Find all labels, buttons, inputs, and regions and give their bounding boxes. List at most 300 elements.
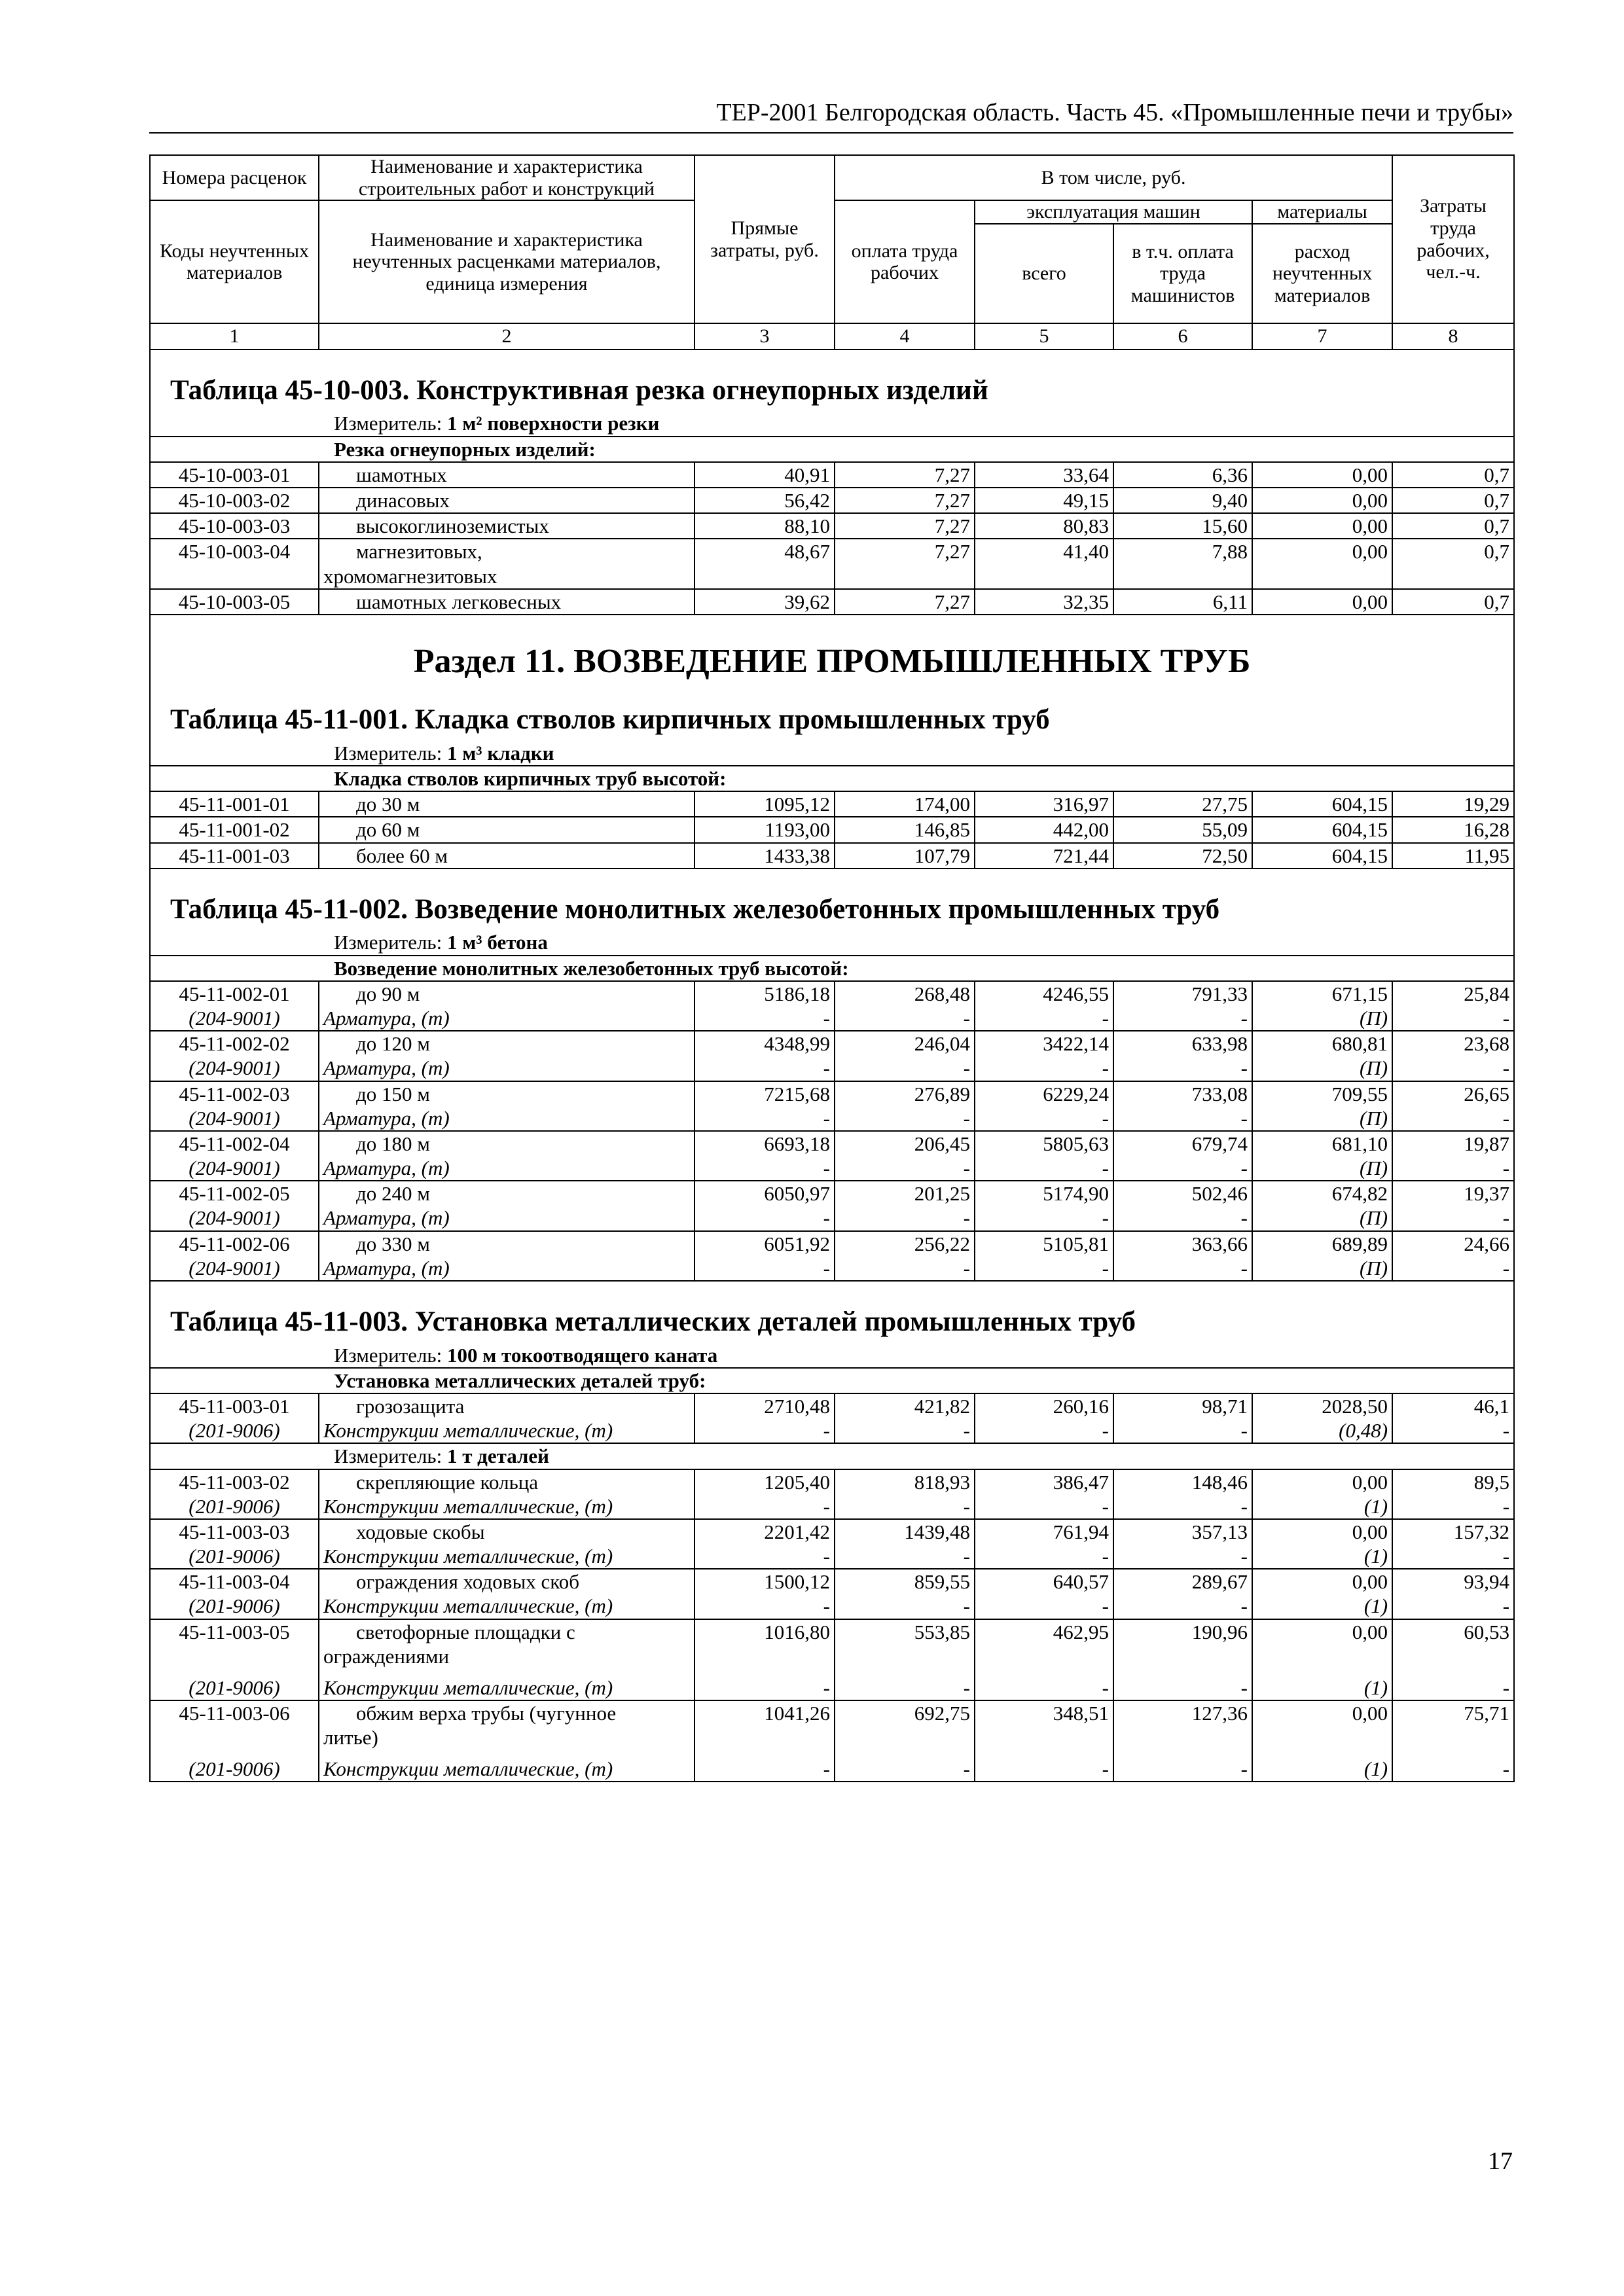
- value-cell: 462,95: [975, 1619, 1113, 1668]
- rate-code: 45-10-003-02: [150, 488, 319, 513]
- rate-code: 45-10-003-04: [150, 539, 319, 588]
- group-row: [150, 437, 1514, 462]
- value-cell: 16,28: [1392, 817, 1514, 842]
- measure-label: Измеритель:: [334, 1444, 442, 1468]
- rate-name-text: скрепляющие кольца: [356, 1470, 539, 1494]
- table-row: [150, 1469, 1514, 1494]
- table-row: [150, 1569, 1514, 1594]
- material-value: -: [835, 1544, 975, 1569]
- value-cell: 33,64: [975, 462, 1113, 488]
- value-cell: 1016,80: [695, 1619, 835, 1668]
- value-cell: 1205,40: [695, 1469, 835, 1494]
- col-number: 3: [695, 323, 835, 350]
- measure-row: [150, 411, 1514, 436]
- col-labor-pay: оплата труда рабочих: [835, 200, 975, 323]
- value-cell: 19,37: [1392, 1181, 1514, 1206]
- value-cell: 98,71: [1113, 1393, 1252, 1418]
- material-value: (П): [1252, 1006, 1392, 1031]
- section-title: Раздел 11. ВОЗВЕДЕНИЕ ПРОМЫШЛЕННЫХ ТРУБ: [150, 628, 1514, 692]
- material-value: -: [1392, 1494, 1514, 1519]
- rate-name-text: магнезитовых,: [356, 540, 482, 564]
- value-cell: 0,00: [1252, 1469, 1392, 1494]
- rate-name: [319, 817, 695, 842]
- rate-code: 45-11-002-01: [150, 981, 319, 1006]
- col-machines-total: всего: [975, 224, 1113, 323]
- col-name-top: Наименование и характеристика строительных работ и конструкций: [319, 155, 695, 200]
- rate-name: [319, 1081, 695, 1106]
- material-value: -: [695, 1749, 835, 1782]
- value-cell: 4246,55: [975, 981, 1113, 1006]
- table-row: [150, 817, 1514, 842]
- material-value: -: [695, 1006, 835, 1031]
- value-cell: 7,27: [835, 589, 975, 615]
- price-table: [149, 154, 1515, 1782]
- rate-name-text: до 150 м: [356, 1082, 430, 1105]
- rate-code: 45-11-002-03: [150, 1081, 319, 1106]
- rate-name-cont: ограждениями: [323, 1644, 450, 1668]
- material-value: -: [1392, 1056, 1514, 1081]
- value-cell: 7215,68: [695, 1081, 835, 1106]
- material-value: -: [1113, 1668, 1252, 1700]
- value-cell: 5174,90: [975, 1181, 1113, 1206]
- value-cell: 46,1: [1392, 1393, 1514, 1418]
- group-heading: Резка огнеупорных изделий:: [150, 437, 1514, 462]
- value-cell: 7,27: [835, 488, 975, 513]
- material-code: (201-9006): [150, 1494, 319, 1519]
- rate-name: [319, 1469, 695, 1494]
- value-cell: 7,27: [835, 539, 975, 588]
- material-value: -: [695, 1668, 835, 1700]
- rate-name-text: динасовых: [356, 488, 450, 512]
- value-cell: 11,95: [1392, 843, 1514, 869]
- material-code: (204-9001): [150, 1256, 319, 1281]
- rate-code: 45-11-001-03: [150, 843, 319, 869]
- rate-name-cont: литье): [323, 1726, 378, 1749]
- value-cell: 6229,24: [975, 1081, 1113, 1106]
- table-title-45-11-001: Таблица 45-11-001. Кладка стволов кирпичных промышленных труб: [150, 692, 1514, 741]
- value-cell: 1095,12: [695, 791, 835, 817]
- value-cell: 6,11: [1113, 589, 1252, 615]
- measure-row: [150, 1443, 1514, 1469]
- value-cell: 721,44: [975, 843, 1113, 869]
- value-cell: 692,75: [835, 1700, 975, 1749]
- value-cell: 386,47: [975, 1469, 1113, 1494]
- table-row: [150, 1131, 1514, 1156]
- value-cell: 679,74: [1113, 1131, 1252, 1156]
- col-number: 6: [1113, 323, 1252, 350]
- material-value: (П): [1252, 1056, 1392, 1081]
- value-cell: 276,89: [835, 1081, 975, 1106]
- value-cell: 0,7: [1392, 589, 1514, 615]
- rate-name-text: до 240 м: [356, 1182, 430, 1206]
- value-cell: 75,71: [1392, 1700, 1514, 1749]
- value-cell: 6693,18: [695, 1131, 835, 1156]
- value-cell: 3422,14: [975, 1031, 1113, 1056]
- value-cell: 41,40: [975, 539, 1113, 588]
- rate-name: [319, 589, 695, 615]
- value-cell: 5186,18: [695, 981, 835, 1006]
- value-cell: 0,00: [1252, 589, 1392, 615]
- rate-name: [319, 488, 695, 513]
- material-row: [150, 1256, 1514, 1281]
- material-name: Конструкции металлические, (т): [319, 1668, 695, 1700]
- material-value: -: [695, 1156, 835, 1181]
- value-cell: 0,00: [1252, 1619, 1392, 1668]
- page-number: 17: [1488, 2147, 1513, 2175]
- value-cell: 7,27: [835, 462, 975, 488]
- material-value: -: [975, 1494, 1113, 1519]
- col-materials: материалы: [1252, 200, 1392, 224]
- rate-name: [319, 1519, 695, 1544]
- table-title-45-10-003: Таблица 45-10-003. Конструктивная резка огнеупорных изделий: [150, 363, 1514, 412]
- value-cell: 26,65: [1392, 1081, 1514, 1106]
- material-value: -: [975, 1594, 1113, 1619]
- rate-code: 45-11-002-06: [150, 1231, 319, 1256]
- value-cell: 671,15: [1252, 981, 1392, 1006]
- value-cell: 818,93: [835, 1469, 975, 1494]
- material-value: -: [975, 1106, 1113, 1131]
- table-row: [150, 1619, 1514, 1668]
- value-cell: 640,57: [975, 1569, 1113, 1594]
- rate-name-text: ограждения ходовых скоб: [356, 1570, 580, 1594]
- rate-name: [319, 1181, 695, 1206]
- rate-name: [319, 981, 695, 1006]
- value-cell: 146,85: [835, 817, 975, 842]
- rate-code: 45-11-003-03: [150, 1519, 319, 1544]
- material-value: -: [695, 1418, 835, 1443]
- spacer: [150, 350, 1514, 363]
- rate-name-cont: хромомагнезитовых: [323, 564, 497, 588]
- rate-name-text: высокоглиноземистых: [356, 514, 549, 538]
- material-value: -: [1392, 1594, 1514, 1619]
- value-cell: 289,67: [1113, 1569, 1252, 1594]
- rate-name-text: грозозащита: [356, 1394, 465, 1418]
- rate-name-text: до 120 м: [356, 1032, 430, 1056]
- value-cell: 709,55: [1252, 1081, 1392, 1106]
- value-cell: 32,35: [975, 589, 1113, 615]
- material-value: -: [1113, 1006, 1252, 1031]
- value-cell: 39,62: [695, 589, 835, 615]
- material-value: -: [1113, 1206, 1252, 1230]
- material-value: (1): [1252, 1494, 1392, 1519]
- value-cell: 1041,26: [695, 1700, 835, 1749]
- material-value: -: [1392, 1106, 1514, 1131]
- value-cell: 268,48: [835, 981, 975, 1006]
- group-row: [150, 1368, 1514, 1393]
- material-value: -: [835, 1594, 975, 1619]
- value-cell: 5805,63: [975, 1131, 1113, 1156]
- rate-name: [319, 1031, 695, 1056]
- material-value: -: [1113, 1156, 1252, 1181]
- material-value: -: [1392, 1206, 1514, 1230]
- material-row: [150, 1418, 1514, 1443]
- value-cell: 260,16: [975, 1393, 1113, 1418]
- spacer: [150, 615, 1514, 628]
- measure-value: 1 м³ кладки: [446, 741, 554, 764]
- col-number: 2: [319, 323, 695, 350]
- value-cell: 674,82: [1252, 1181, 1392, 1206]
- spacer-row: [150, 869, 1514, 882]
- material-value: (П): [1252, 1106, 1392, 1131]
- value-cell: 80,83: [975, 513, 1113, 539]
- material-value: -: [1113, 1106, 1252, 1131]
- material-value: -: [835, 1156, 975, 1181]
- table-row: [150, 1700, 1514, 1749]
- value-cell: 201,25: [835, 1181, 975, 1206]
- material-name: Конструкции металлические, (т): [319, 1749, 695, 1782]
- value-cell: 15,60: [1113, 513, 1252, 539]
- value-cell: 6,36: [1113, 462, 1252, 488]
- material-row: [150, 1056, 1514, 1081]
- rate-name-text: шамотных легковесных: [356, 590, 562, 613]
- material-row: [150, 1106, 1514, 1131]
- material-name: Конструкции металлические, (т): [319, 1418, 695, 1443]
- table-row: [150, 513, 1514, 539]
- material-code: (204-9001): [150, 1106, 319, 1131]
- material-row: [150, 1156, 1514, 1181]
- value-cell: 2710,48: [695, 1393, 835, 1418]
- table-row: [150, 1081, 1514, 1106]
- col-direct: Прямые затраты, руб.: [695, 155, 835, 323]
- value-cell: 0,7: [1392, 462, 1514, 488]
- material-value: -: [835, 1056, 975, 1081]
- material-value: (П): [1252, 1206, 1392, 1230]
- value-cell: 88,10: [695, 513, 835, 539]
- measure-row: [150, 1343, 1514, 1368]
- material-row: [150, 1668, 1514, 1700]
- table-title-45-10-003-row: [150, 363, 1514, 412]
- material-value: -: [1113, 1056, 1252, 1081]
- measure-cell: [150, 1443, 1514, 1469]
- material-name: Арматура, (т): [319, 1056, 695, 1081]
- measure-cell: [150, 1343, 1514, 1368]
- rate-code: 45-10-003-01: [150, 462, 319, 488]
- value-cell: 316,97: [975, 791, 1113, 817]
- col-codes-bottom: Коды неучтенных материалов: [150, 200, 319, 323]
- rate-name: [319, 843, 695, 869]
- material-value: -: [1392, 1256, 1514, 1281]
- material-name: Конструкции металлические, (т): [319, 1494, 695, 1519]
- col-number: 7: [1252, 323, 1392, 350]
- measure-label: Измеритель:: [334, 1343, 442, 1367]
- value-cell: 56,42: [695, 488, 835, 513]
- rate-name-text: до 330 м: [356, 1232, 430, 1255]
- rate-name: [319, 1393, 695, 1418]
- measure-cell: [150, 411, 1514, 436]
- value-cell: 206,45: [835, 1131, 975, 1156]
- table-title-45-11-001-row: [150, 692, 1514, 741]
- value-cell: 127,36: [1113, 1700, 1252, 1749]
- table-row: [150, 462, 1514, 488]
- material-value: -: [835, 1749, 975, 1782]
- material-value: (П): [1252, 1156, 1392, 1181]
- material-value: -: [695, 1256, 835, 1281]
- value-cell: 2201,42: [695, 1519, 835, 1544]
- measure-label: Измеритель:: [334, 931, 442, 954]
- material-value: -: [835, 1106, 975, 1131]
- measure-cell: [150, 741, 1514, 766]
- rate-name: [319, 513, 695, 539]
- material-value: -: [975, 1668, 1113, 1700]
- material-code: (201-9006): [150, 1418, 319, 1443]
- material-value: -: [835, 1006, 975, 1031]
- col-number: 4: [835, 323, 975, 350]
- material-name: Арматура, (т): [319, 1256, 695, 1281]
- value-cell: 0,00: [1252, 1519, 1392, 1544]
- material-value: -: [1113, 1749, 1252, 1782]
- value-cell: 157,32: [1392, 1519, 1514, 1544]
- material-value: -: [1113, 1494, 1252, 1519]
- material-code: (201-9006): [150, 1749, 319, 1782]
- rate-name: [319, 1619, 695, 1668]
- table-header: [150, 155, 1514, 350]
- table-title-45-11-002: Таблица 45-11-002. Возведение монолитных железобетонных промышленных труб: [150, 882, 1514, 931]
- value-cell: 1439,48: [835, 1519, 975, 1544]
- material-value: -: [975, 1006, 1113, 1031]
- value-cell: 791,33: [1113, 981, 1252, 1006]
- value-cell: 633,98: [1113, 1031, 1252, 1056]
- table-row: [150, 1031, 1514, 1056]
- material-value: -: [975, 1056, 1113, 1081]
- value-cell: 25,84: [1392, 981, 1514, 1006]
- value-cell: 9,40: [1113, 488, 1252, 513]
- material-value: -: [695, 1206, 835, 1230]
- rate-name: [319, 791, 695, 817]
- value-cell: 40,91: [695, 462, 835, 488]
- value-cell: 0,7: [1392, 488, 1514, 513]
- material-value: -: [695, 1544, 835, 1569]
- value-cell: 604,15: [1252, 817, 1392, 842]
- material-code: (204-9001): [150, 1006, 319, 1031]
- spacer-row: [150, 1281, 1514, 1295]
- table-row: [150, 981, 1514, 1006]
- rate-code: 45-11-002-05: [150, 1181, 319, 1206]
- rate-name-text: светофорные площадки с: [356, 1620, 575, 1643]
- value-cell: 357,13: [1113, 1519, 1252, 1544]
- material-value: -: [1113, 1418, 1252, 1443]
- material-row: [150, 1594, 1514, 1619]
- value-cell: 0,00: [1252, 488, 1392, 513]
- value-cell: 0,7: [1392, 539, 1514, 588]
- rate-code: 45-10-003-03: [150, 513, 319, 539]
- running-header: [149, 96, 1513, 134]
- value-cell: 2028,50: [1252, 1393, 1392, 1418]
- group-heading: Возведение монолитных железобетонных труб высотой:: [150, 956, 1514, 981]
- material-value: -: [1113, 1256, 1252, 1281]
- material-name: Конструкции металлические, (т): [319, 1594, 695, 1619]
- value-cell: 859,55: [835, 1569, 975, 1594]
- table-row: [150, 843, 1514, 869]
- rate-code: 45-11-003-01: [150, 1393, 319, 1418]
- value-cell: 0,00: [1252, 1569, 1392, 1594]
- table-row: [150, 1231, 1514, 1256]
- value-cell: 681,10: [1252, 1131, 1392, 1156]
- material-row: [150, 1494, 1514, 1519]
- material-value: -: [975, 1156, 1113, 1181]
- rate-code: 45-11-002-02: [150, 1031, 319, 1056]
- rate-name-text: до 90 м: [356, 982, 420, 1005]
- value-cell: 442,00: [975, 817, 1113, 842]
- material-value: -: [975, 1544, 1113, 1569]
- spacer-row: [150, 350, 1514, 363]
- value-cell: 421,82: [835, 1393, 975, 1418]
- rate-code: 45-10-003-05: [150, 589, 319, 615]
- rate-name: [319, 1700, 695, 1749]
- material-value: -: [695, 1106, 835, 1131]
- rate-name-text: до 180 м: [356, 1132, 430, 1155]
- value-cell: 107,79: [835, 843, 975, 869]
- value-cell: 174,00: [835, 791, 975, 817]
- material-value: -: [1392, 1156, 1514, 1181]
- value-cell: 0,00: [1252, 1700, 1392, 1749]
- value-cell: 0,7: [1392, 513, 1514, 539]
- table-row: [150, 589, 1514, 615]
- section-row: [150, 628, 1514, 692]
- col-labor-cost: Затраты труда рабочих, чел.-ч.: [1392, 155, 1514, 323]
- material-value: -: [1392, 1749, 1514, 1782]
- material-name: Арматура, (т): [319, 1206, 695, 1230]
- table-row: [150, 1393, 1514, 1418]
- col-materials-use: расход неучтенных материалов: [1252, 224, 1392, 323]
- col-machines: эксплуатация машин: [975, 200, 1252, 224]
- value-cell: 19,29: [1392, 791, 1514, 817]
- material-value: -: [695, 1494, 835, 1519]
- measure-value: 1 т деталей: [446, 1444, 549, 1468]
- col-codes-top: Номера расценок: [150, 155, 319, 200]
- rate-code: 45-11-003-04: [150, 1569, 319, 1594]
- rate-name-text: более 60 м: [356, 844, 448, 867]
- material-code: (201-9006): [150, 1668, 319, 1700]
- col-name-bottom: Наименование и характеристика неучтенных расценками материалов, единица измерения: [319, 200, 695, 323]
- material-code: (204-9001): [150, 1156, 319, 1181]
- table-row: [150, 1181, 1514, 1206]
- material-value: -: [835, 1418, 975, 1443]
- value-cell: 689,89: [1252, 1231, 1392, 1256]
- value-cell: 604,15: [1252, 791, 1392, 817]
- rate-code: 45-11-003-06: [150, 1700, 319, 1749]
- material-value: (1): [1252, 1594, 1392, 1619]
- value-cell: 256,22: [835, 1231, 975, 1256]
- material-value: -: [1392, 1668, 1514, 1700]
- measure-value: 100 м токоотводящего каната: [446, 1343, 718, 1367]
- measure-row: [150, 741, 1514, 766]
- value-cell: 60,53: [1392, 1619, 1514, 1668]
- value-cell: 19,87: [1392, 1131, 1514, 1156]
- material-value: -: [975, 1206, 1113, 1230]
- table-title-45-11-003: Таблица 45-11-003. Установка металлических деталей промышленных труб: [150, 1295, 1514, 1343]
- table-row: [150, 488, 1514, 513]
- material-value: -: [975, 1256, 1113, 1281]
- material-name: Арматура, (т): [319, 1106, 695, 1131]
- col-machines-pay: в т.ч. оплата труда машинистов: [1113, 224, 1252, 323]
- value-cell: 1193,00: [695, 817, 835, 842]
- material-code: (201-9006): [150, 1544, 319, 1569]
- material-value: -: [1392, 1418, 1514, 1443]
- value-cell: 553,85: [835, 1619, 975, 1668]
- value-cell: 502,46: [1113, 1181, 1252, 1206]
- material-row: [150, 1206, 1514, 1230]
- material-value: -: [835, 1668, 975, 1700]
- material-value: -: [695, 1056, 835, 1081]
- col-number: 1: [150, 323, 319, 350]
- material-row: [150, 1749, 1514, 1782]
- material-value: -: [975, 1749, 1113, 1782]
- rate-name: [319, 462, 695, 488]
- value-cell: 604,15: [1252, 843, 1392, 869]
- rate-name: [319, 1569, 695, 1594]
- table-title-45-11-002-row: [150, 882, 1514, 931]
- value-cell: 23,68: [1392, 1031, 1514, 1056]
